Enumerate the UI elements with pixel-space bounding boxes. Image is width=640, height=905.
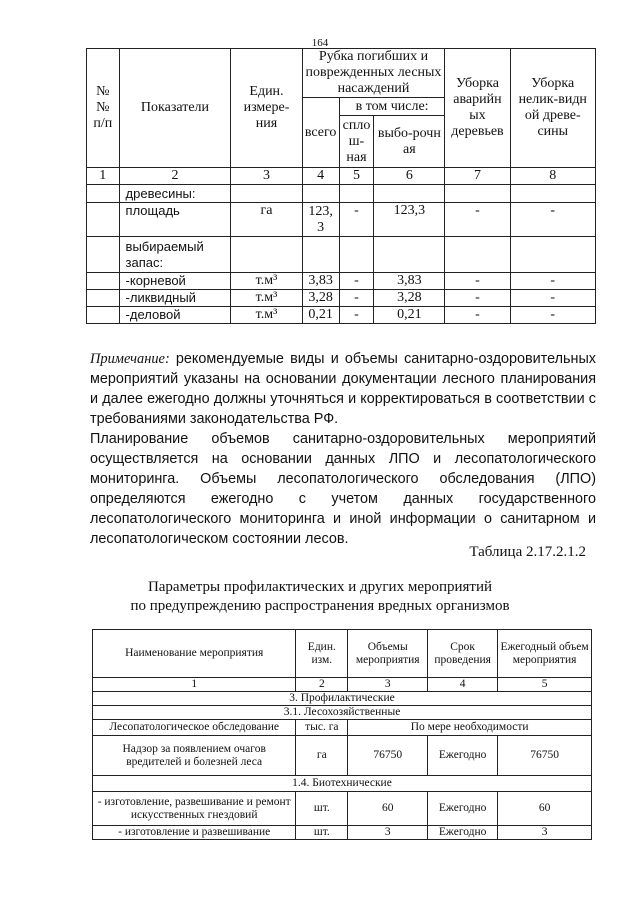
row-unit: га: [296, 736, 348, 776]
header-num: № № п/п: [87, 49, 120, 168]
measures-table: [92, 629, 592, 840]
row-selective: 123,3: [374, 203, 445, 237]
header-volume: Объемы мероприятия: [348, 630, 428, 678]
col-number: 4: [302, 168, 339, 185]
row-annual: 3: [498, 826, 592, 840]
table-row: [87, 203, 596, 237]
row-emergency: -: [445, 307, 510, 324]
row-selective: 3,28: [374, 290, 445, 307]
row-volume: 3: [348, 826, 428, 840]
header-felling: Рубка погибших и поврежденных лесных насаждений: [302, 49, 445, 98]
row-unused: -: [510, 307, 595, 324]
table-row: [93, 736, 592, 776]
col-number: 8: [510, 168, 595, 185]
row-unit: т.м³: [231, 307, 302, 324]
row-unused: -: [510, 203, 595, 237]
row-name: Лесопатологическое обследование: [93, 720, 296, 736]
row-unit: тыс. га: [296, 720, 348, 736]
col-number: 5: [498, 678, 592, 692]
page-number: 164: [311, 37, 329, 49]
felling-table: [86, 48, 596, 324]
row-total: 3,83: [302, 273, 339, 290]
row-name: -ликвидный: [119, 290, 231, 307]
row-volume: 60: [348, 792, 428, 826]
row-annual: 76750: [498, 736, 592, 776]
note-paragraph: [90, 349, 596, 549]
table-row: [93, 826, 592, 840]
row-emergency: -: [445, 290, 510, 307]
row-unused: -: [510, 273, 595, 290]
header-term: Срок проведения: [428, 630, 498, 678]
row-as-needed: По мере необходимости: [348, 720, 592, 736]
table-row: [93, 720, 592, 736]
note-text: рекомендуемые виды и объемы санитарно-оздоровительных мероприятий указаны на основании документации лесного планирования и далее ежегодно должны уточняться и корректироваться в соответствии с требованиями законодательства РФ.: [90, 351, 596, 427]
row-term: Ежегодно: [428, 792, 498, 826]
row-volume: 76750: [348, 736, 428, 776]
header-indicators: Показатели: [119, 49, 231, 168]
row-name: - изготовление, развешивание и ремонт искусственных гнездовий: [93, 792, 296, 826]
row-annual: 60: [498, 792, 592, 826]
note-label: Примечание:: [90, 351, 170, 367]
table-row: [87, 273, 596, 290]
header-total: всего: [302, 98, 339, 168]
row-emergency: -: [445, 203, 510, 237]
col-number: 6: [374, 168, 445, 185]
col-number: 4: [428, 678, 498, 692]
table-row: [93, 792, 592, 826]
col-number: 2: [119, 168, 231, 185]
row-selective: 0,21: [374, 307, 445, 324]
row-total: 123, 3: [302, 203, 339, 237]
row-emergency: -: [445, 273, 510, 290]
row-unit: т.м³: [231, 290, 302, 307]
row-selective: 3,83: [374, 273, 445, 290]
col-number: 5: [339, 168, 374, 185]
col-number: 7: [445, 168, 510, 185]
header-unit: Един. измере-ния: [231, 49, 302, 168]
row-name: древесины:: [119, 185, 231, 203]
table-row: [87, 290, 596, 307]
row-total: 3,28: [302, 290, 339, 307]
row-clear: -: [339, 307, 374, 324]
col-number: 1: [87, 168, 120, 185]
row-unit: шт.: [296, 826, 348, 840]
row-unused: -: [510, 290, 595, 307]
col-number: 3: [348, 678, 428, 692]
row-unit: шт.: [296, 792, 348, 826]
row-unit: га: [231, 203, 302, 237]
row-clear: -: [339, 273, 374, 290]
section-biotechnical: 1.4. Биотехнические: [93, 776, 592, 792]
table-row: [87, 307, 596, 324]
table-row: [87, 185, 596, 203]
row-term: Ежегодно: [428, 736, 498, 776]
table-title-line2: по предупреждению распространения вредных организмов: [130, 598, 510, 614]
table-caption: Таблица 2.17.2.1.2: [469, 544, 586, 560]
row-name: площадь: [119, 203, 231, 237]
row-name: -деловой: [119, 307, 231, 324]
col-number: 1: [93, 678, 296, 692]
col-number: 3: [231, 168, 302, 185]
row-clear: -: [339, 290, 374, 307]
header-emergency: Уборка аварийн ых деревьев: [445, 49, 510, 168]
row-name: Надзор за появлением очагов вредителей и болезней леса: [93, 736, 296, 776]
row-name: -корневой: [119, 273, 231, 290]
table-row: [87, 237, 596, 273]
row-clear: -: [339, 203, 374, 237]
planning-text: Планирование объемов санитарно-оздоровительных мероприятий осуществляется на основании данных ЛПО и лесопатологического мониторинга. Объемы лесопатологического обследования (ЛПО) определяются ежегодно с учетом данных государственного лесопатологического мониторинга и иной информации о санитарном и лесопатологическом состоянии лесов.: [90, 431, 596, 547]
section-preventive: 3. Профилактические: [93, 692, 592, 706]
header-name: Наименование мероприятия: [93, 630, 296, 678]
row-name: - изготовление и развешивание: [93, 826, 296, 840]
row-total: 0,21: [302, 307, 339, 324]
header-clear: спло ш-ная: [339, 116, 374, 168]
header-annual: Ежегодный объем мероприятия: [498, 630, 592, 678]
header-selective: выбо-рочн ая: [374, 116, 445, 168]
section-silvicultural: 3.1. Лесохозяйственные: [93, 706, 592, 720]
header-unit: Един. изм.: [296, 630, 348, 678]
header-unused: Уборка нелик-видн ой древе-сины: [510, 49, 595, 168]
header-including: в том числе:: [339, 98, 445, 116]
row-name: выбираемый запас:: [119, 237, 231, 273]
row-term: Ежегодно: [428, 826, 498, 840]
row-unit: т.м³: [231, 273, 302, 290]
table-title-line1: Параметры профилактических и других мероприятий: [147, 579, 493, 595]
col-number: 2: [296, 678, 348, 692]
